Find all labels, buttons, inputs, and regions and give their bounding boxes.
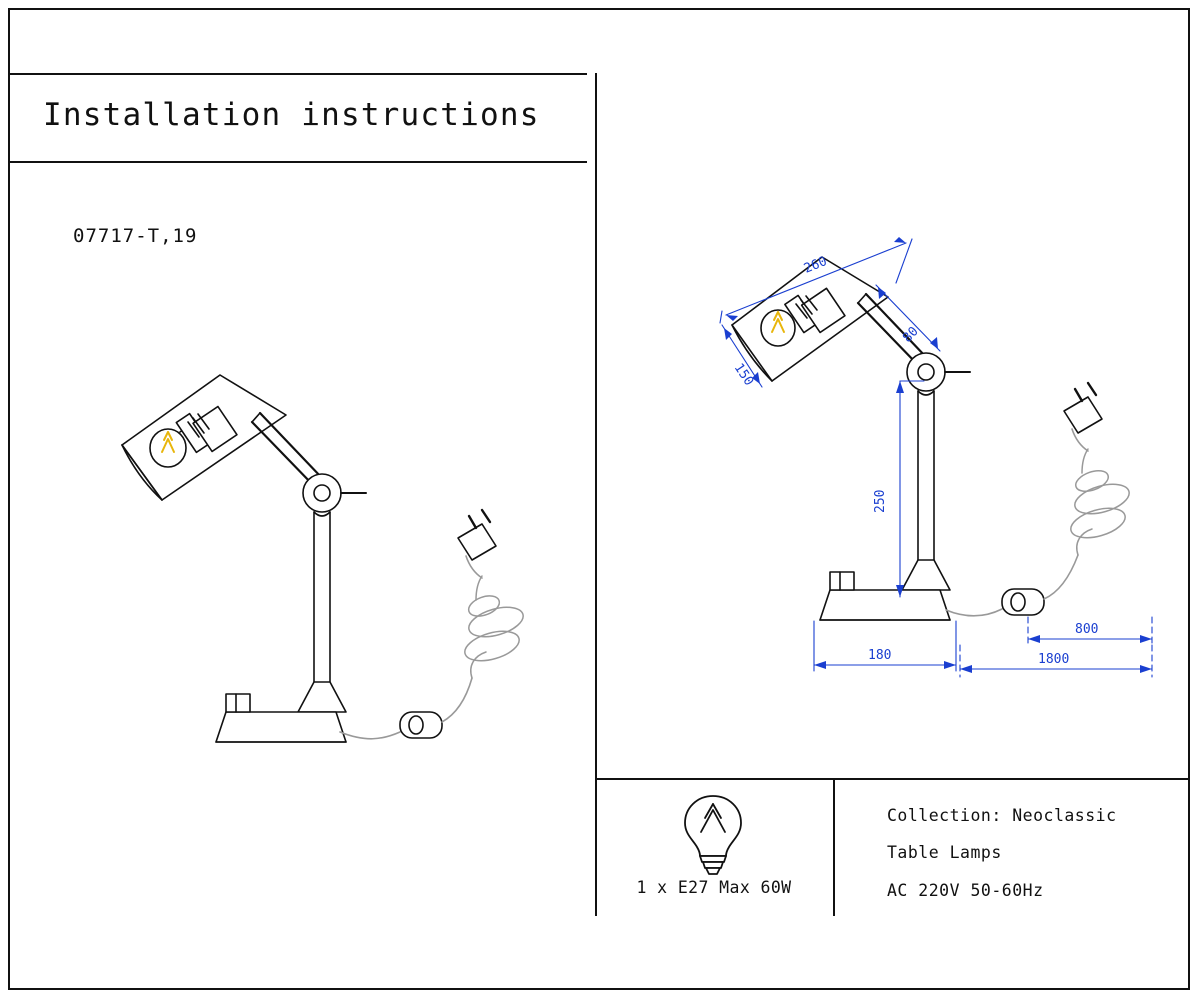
title-box xyxy=(9,73,587,163)
table-lamp-dimensioned-drawing xyxy=(700,215,1170,695)
model-code: 07717-T,19 xyxy=(73,225,198,247)
product-spec-box xyxy=(835,780,1190,916)
page-title: Installation instructions xyxy=(43,97,540,133)
dimension-label-260: 260 xyxy=(801,254,830,277)
table-lamp-illustration xyxy=(100,360,580,760)
dimension-label-180: 180 xyxy=(868,648,892,663)
spec-row xyxy=(595,778,1190,916)
dimension-label-800: 800 xyxy=(1075,622,1099,637)
bulb-spec-box xyxy=(595,780,833,916)
dimension-label-1800: 1800 xyxy=(1038,652,1070,667)
dimension-label-80: 80 xyxy=(900,324,922,346)
spec-product-type: Table Lamps xyxy=(887,843,1002,862)
light-bulb-icon xyxy=(673,788,753,876)
spec-collection: Collection: Neoclassic xyxy=(887,806,1117,825)
spec-electrical: AC 220V 50-60Hz xyxy=(887,881,1044,900)
dimension-label-150: 150 xyxy=(730,360,757,389)
bulb-spec-caption: 1 x E27 Max 60W xyxy=(636,878,792,897)
dimension-label-250: 250 xyxy=(873,489,888,513)
